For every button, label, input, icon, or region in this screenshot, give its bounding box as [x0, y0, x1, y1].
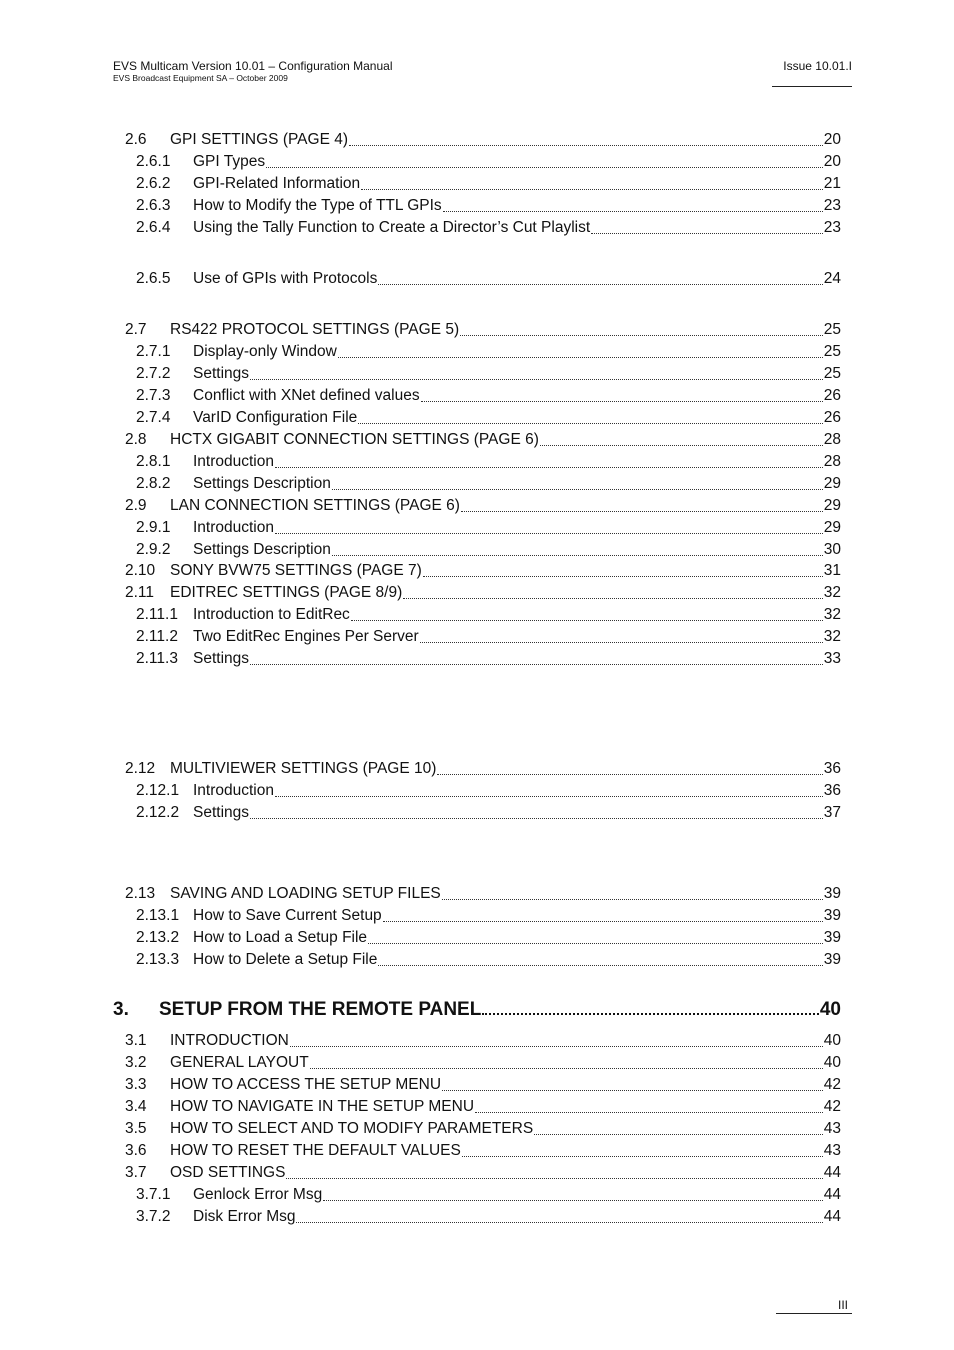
toc-entry-page: 26	[823, 387, 841, 404]
toc-leader-dots	[460, 333, 823, 336]
toc-leader-dots	[296, 1220, 822, 1223]
toc-leader-dots	[378, 963, 822, 966]
toc-entry-page: 44	[823, 1164, 841, 1181]
toc-entry-page: 39	[823, 951, 841, 968]
header-rule	[772, 86, 852, 87]
toc-entry-title: Introduction	[193, 519, 274, 536]
toc-entry-page: 36	[823, 760, 841, 777]
toc-leader-dots	[323, 1198, 823, 1201]
toc-entry-page: 20	[823, 131, 841, 148]
toc-leader-dots	[461, 509, 823, 512]
toc-entry-number: 2.13.3	[136, 951, 180, 968]
toc-leader-dots	[423, 574, 823, 577]
toc-entry-title: OSD SETTINGS	[170, 1164, 286, 1181]
toc-entry[interactable]	[0, 603, 841, 625]
toc-entry-title: Settings Description	[193, 541, 331, 558]
toc-entry-number: 2.12.1	[136, 782, 180, 799]
toc-entry-page: 25	[823, 321, 841, 338]
toc-entry-title: GPI Types	[193, 153, 266, 170]
toc-entry-title: HOW TO NAVIGATE IN THE SETUP MENU	[170, 1098, 475, 1115]
toc-entry-page: 40	[823, 1032, 841, 1049]
toc-entry-page: 29	[823, 519, 841, 536]
toc-entry[interactable]	[0, 801, 841, 823]
toc-entry-page: 28	[823, 431, 841, 448]
footer-rule	[776, 1313, 852, 1314]
toc-entry[interactable]	[0, 1161, 841, 1183]
toc-entry-title: Introduction	[193, 782, 274, 799]
toc-leader-dots	[383, 919, 823, 922]
toc-entry-title: How to Delete a Setup File	[193, 951, 378, 968]
toc-entry-page: 40	[823, 1054, 841, 1071]
toc-entry-title: How to Modify the Type of TTL GPIs	[193, 197, 442, 214]
toc-entry[interactable]	[0, 1183, 841, 1205]
toc-entry[interactable]	[0, 384, 841, 406]
toc-entry-title: RS422 PROTOCOL SETTINGS (PAGE 5)	[170, 321, 460, 338]
toc-entry-number: 2.12	[125, 760, 156, 777]
toc-entry-number: 3.	[113, 999, 129, 1020]
toc-entry-number: 2.8.2	[136, 475, 171, 492]
toc-entry-number: 2.11.2	[136, 628, 178, 645]
toc-entry-title: Settings Description	[193, 475, 331, 492]
toc-entry-number: 2.7.1	[136, 343, 171, 360]
toc-entry-page: 23	[823, 219, 841, 236]
toc-leader-dots	[250, 377, 823, 380]
toc-entry-page: 29	[823, 497, 841, 514]
toc-entry-number: 2.12.2	[136, 804, 180, 821]
toc-entry-number: 2.11.1	[136, 606, 178, 623]
toc-entry-page: 32	[823, 606, 841, 623]
document-subtitle: EVS Broadcast Equipment SA – October 2009	[113, 73, 288, 83]
issue-label: Issue 10.01.I	[783, 59, 852, 73]
toc-entry-page: 31	[823, 562, 841, 579]
toc-entry[interactable]	[0, 1095, 841, 1117]
toc-entry-page: 43	[823, 1142, 841, 1159]
toc-entry-title: MULTIVIEWER SETTINGS (PAGE 10)	[170, 760, 437, 777]
toc-entry-page: 37	[823, 804, 841, 821]
toc-entry[interactable]	[0, 362, 841, 384]
toc-entry-number: 3.6	[125, 1142, 147, 1159]
toc-entry[interactable]	[0, 1073, 841, 1095]
toc-entry-page: 32	[823, 584, 841, 601]
toc-entry[interactable]	[0, 516, 841, 538]
toc-leader-dots	[482, 1011, 819, 1015]
toc-entry-title: Genlock Error Msg	[193, 1186, 323, 1203]
toc-leader-dots	[275, 465, 823, 468]
toc-entry-number: 2.8	[125, 431, 147, 448]
toc-entry-title: EDITREC SETTINGS (PAGE 8/9)	[170, 584, 403, 601]
toc-entry-title: HOW TO ACCESS THE SETUP MENU	[170, 1076, 442, 1093]
toc-entry-number: 2.6.1	[136, 153, 171, 170]
toc-entry-page: 25	[823, 343, 841, 360]
toc-entry-number: 2.6.5	[136, 270, 171, 287]
toc-leader-dots	[403, 596, 822, 599]
toc-leader-dots	[421, 399, 823, 402]
toc-entry-number: 2.9	[125, 497, 147, 514]
toc-entry-title: SAVING AND LOADING SETUP FILES	[170, 885, 441, 902]
toc-entry-title: HCTX GIGABIT CONNECTION SETTINGS (PAGE 6)	[170, 431, 539, 448]
toc-leader-dots	[332, 553, 823, 556]
toc-entry-page: 21	[823, 175, 841, 192]
toc-entry[interactable]	[0, 926, 841, 948]
toc-entry[interactable]	[0, 406, 841, 428]
toc-entry-title: Introduction	[193, 453, 274, 470]
toc-entry-title: SONY BVW75 SETTINGS (PAGE 7)	[170, 562, 422, 579]
toc-leader-dots	[475, 1110, 823, 1113]
toc-entry-title: HOW TO SELECT AND TO MODIFY PARAMETERS	[170, 1120, 534, 1137]
toc-leader-dots	[310, 1066, 823, 1069]
document-title: EVS Multicam Version 10.01 – Configuration Manual	[113, 59, 393, 73]
toc-leader-dots	[351, 618, 823, 621]
toc-entry[interactable]	[0, 267, 841, 289]
toc-leader-dots	[338, 355, 823, 358]
toc-entry[interactable]	[0, 948, 841, 970]
toc-entry-page: 42	[823, 1098, 841, 1115]
toc-entry-page: 44	[823, 1186, 841, 1203]
toc-entry[interactable]	[0, 472, 841, 494]
toc-entry-number: 3.7	[125, 1164, 147, 1181]
toc-leader-dots	[591, 231, 823, 234]
toc-leader-dots	[368, 941, 823, 944]
toc-entry-page: 20	[823, 153, 841, 170]
toc-entry[interactable]	[0, 428, 841, 450]
toc-entry[interactable]	[0, 1051, 841, 1073]
toc-entry-title: Display-only Window	[193, 343, 337, 360]
toc-entry-title: Use of GPIs with Protocols	[193, 270, 378, 287]
page-header	[113, 59, 393, 83]
toc-entry[interactable]	[0, 1205, 841, 1227]
toc-entry[interactable]	[0, 172, 841, 194]
toc-entry-number: 2.7	[125, 321, 147, 338]
toc-entry[interactable]	[0, 194, 841, 216]
toc-leader-dots	[275, 531, 823, 534]
toc-entry[interactable]	[0, 559, 841, 581]
toc-leader-dots	[349, 143, 823, 146]
toc-entry[interactable]	[0, 1029, 841, 1051]
toc-entry[interactable]	[0, 450, 841, 472]
toc-entry-title: VarID Configuration File	[193, 409, 358, 426]
toc-entry-title: LAN CONNECTION SETTINGS (PAGE 6)	[170, 497, 460, 514]
toc-entry-page: 24	[823, 270, 841, 287]
toc-entry-title: GPI SETTINGS (PAGE 4)	[170, 131, 348, 148]
toc-leader-dots	[275, 794, 823, 797]
toc-entry-title: Using the Tally Function to Create a Director’s Cut Playlist	[193, 219, 591, 236]
toc-leader-dots	[442, 897, 823, 900]
toc-entry-title: How to Save Current Setup	[193, 907, 382, 924]
toc-entry-page: 23	[823, 197, 841, 214]
toc-entry[interactable]	[0, 757, 841, 779]
toc-entry-page: 30	[823, 541, 841, 558]
toc-entry-page: 29	[823, 475, 841, 492]
toc-entry-title: Introduction to EditRec	[193, 606, 350, 623]
toc-entry-number: 2.6.3	[136, 197, 171, 214]
toc-entry[interactable]	[0, 150, 841, 172]
toc-entry-number: 2.13	[125, 885, 156, 902]
toc-entry-page: 32	[823, 628, 841, 645]
toc-leader-dots	[443, 209, 823, 212]
toc-entry-number: 3.2	[125, 1054, 147, 1071]
toc-entry[interactable]	[0, 538, 841, 560]
toc-entry-page: 44	[823, 1208, 841, 1225]
toc-entry-title: Two EditRec Engines Per Server	[193, 628, 419, 645]
toc-leader-dots	[286, 1176, 822, 1179]
toc-entry[interactable]	[0, 994, 841, 1020]
toc-entry-number: 3.3	[125, 1076, 147, 1093]
toc-entry-number: 2.11.3	[136, 650, 178, 667]
toc-entry-page: 25	[823, 365, 841, 382]
toc-leader-dots	[358, 421, 822, 424]
toc-entry-number: 2.7.2	[136, 365, 171, 382]
toc-entry[interactable]	[0, 581, 841, 603]
toc-entry[interactable]	[0, 882, 841, 904]
toc-entry-page: 42	[823, 1076, 841, 1093]
toc-entry-page: 39	[823, 929, 841, 946]
toc-entry-page: 43	[823, 1120, 841, 1137]
toc-entry-title: HOW TO RESET THE DEFAULT VALUES	[170, 1142, 461, 1159]
toc-entry-title: Conflict with XNet defined values	[193, 387, 420, 404]
toc-leader-dots	[250, 662, 823, 665]
toc-entry-page: 26	[823, 409, 841, 426]
toc-entry-page: 28	[823, 453, 841, 470]
toc-entry-number: 2.9.1	[136, 519, 171, 536]
toc-entry-number: 2.8.1	[136, 453, 171, 470]
toc-entry-number: 2.6	[125, 131, 147, 148]
toc-leader-dots	[250, 816, 823, 819]
toc-entry-page: 39	[823, 907, 841, 924]
toc-leader-dots	[462, 1154, 823, 1157]
toc-entry[interactable]	[0, 318, 841, 340]
toc-entry-number: 3.4	[125, 1098, 147, 1115]
toc-entry-number: 2.13.1	[136, 907, 180, 924]
toc-leader-dots	[437, 772, 822, 775]
toc-entry-page: 39	[823, 885, 841, 902]
toc-leader-dots	[290, 1044, 823, 1047]
toc-entry-number: 2.10	[125, 562, 156, 579]
toc-entry-title: INTRODUCTION	[170, 1032, 289, 1049]
toc-leader-dots	[540, 443, 823, 446]
toc-leader-dots	[420, 640, 823, 643]
toc-entry[interactable]	[0, 1117, 841, 1139]
toc-entry-title: GENERAL LAYOUT	[170, 1054, 309, 1071]
toc-entry-number: 3.5	[125, 1120, 147, 1137]
toc-entry-number: 2.6.2	[136, 175, 171, 192]
toc-entry-number: 2.11	[125, 584, 155, 601]
toc-entry-number: 3.1	[125, 1032, 147, 1049]
toc-leader-dots	[266, 165, 823, 168]
page-number: III	[837, 1298, 848, 1312]
toc-entry-number: 2.6.4	[136, 219, 171, 236]
toc-leader-dots	[534, 1132, 823, 1135]
toc-entry-title: SETUP FROM THE REMOTE PANEL	[159, 999, 482, 1020]
toc-entry-number: 2.9.2	[136, 541, 171, 558]
toc-entry[interactable]	[0, 340, 841, 362]
toc-entry-number: 3.7.2	[136, 1208, 171, 1225]
toc-leader-dots	[332, 487, 823, 490]
toc-entry[interactable]	[0, 779, 841, 801]
toc-entry[interactable]	[0, 1139, 841, 1161]
toc-entry[interactable]	[0, 494, 841, 516]
toc-leader-dots	[361, 187, 823, 190]
toc-entry-title: Settings	[193, 804, 250, 821]
toc-entry-number: 2.13.2	[136, 929, 180, 946]
toc-entry[interactable]	[0, 647, 841, 669]
toc-entry-number: 2.7.3	[136, 387, 171, 404]
toc-leader-dots	[442, 1088, 823, 1091]
toc-entry-page: 33	[823, 650, 841, 667]
toc-entry-title: Settings	[193, 650, 250, 667]
toc-entry[interactable]	[0, 128, 841, 150]
toc-entry[interactable]	[0, 216, 841, 238]
toc-entry[interactable]	[0, 904, 841, 926]
toc-entry[interactable]	[0, 625, 841, 647]
toc-entry-title: GPI-Related Information	[193, 175, 361, 192]
toc-entry-number: 3.7.1	[136, 1186, 171, 1203]
toc-entry-title: How to Load a Setup File	[193, 929, 368, 946]
toc-entry-number: 2.7.4	[136, 409, 171, 426]
toc-entry-title: Disk Error Msg	[193, 1208, 296, 1225]
toc-leader-dots	[378, 282, 822, 285]
toc-entry-page: 40	[819, 999, 841, 1020]
toc-entry-page: 36	[823, 782, 841, 799]
toc-entry-title: Settings	[193, 365, 250, 382]
